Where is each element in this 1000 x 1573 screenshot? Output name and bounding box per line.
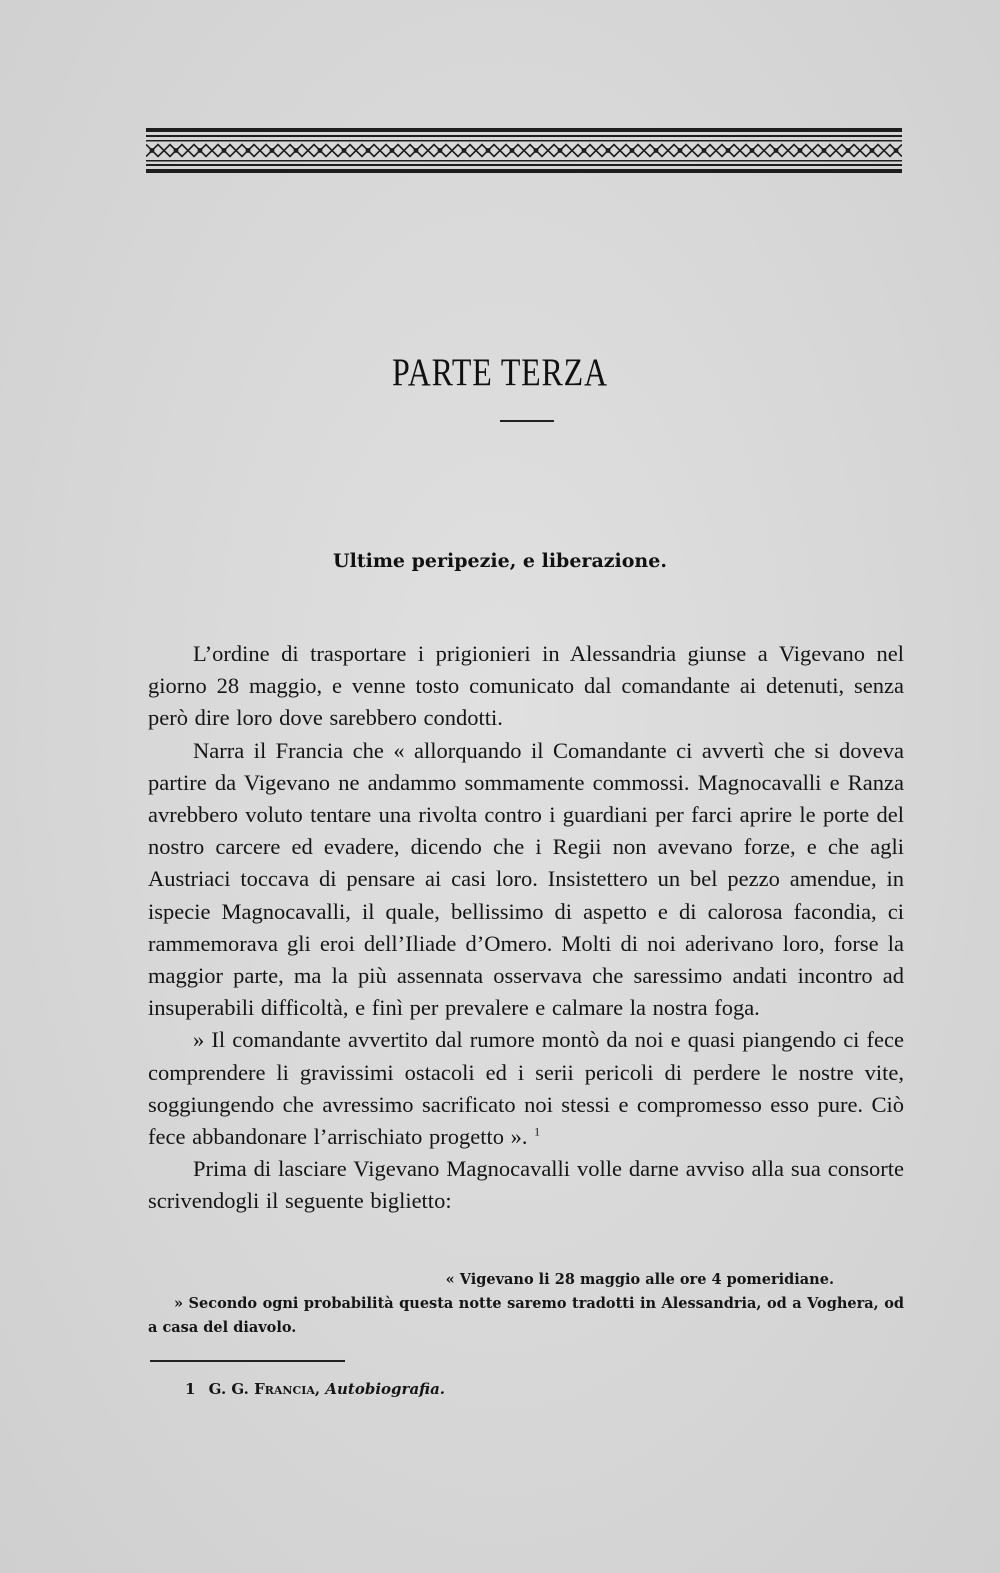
footnote-divider: [150, 1360, 345, 1362]
body-text: [148, 638, 904, 1218]
paragraph: L’ordine di trasportare i prigionieri in Alessandria giunse a Vigevano nel giorno 28 maggio, e venne tosto comunicato dal comandante ai detenuti, senza però dire loro dove sarebbero condotti.: [148, 641, 904, 731]
chapter-title: Ultime peripezie, e liberazione.: [333, 550, 667, 572]
paragraph: Narra il Francia che « allorquando il Comandante ci avvertì che si doveva partire da Vigevano ne andammo sommamente commossi. Magnocavalli e Ranza avrebbero voluto tentare una rivolta contro i guardiani per farci aprire le porte del nostro carcere ed evadere, dicendo che i Regii non avevano forze, e che agli Austriaci toccava di pensare ai casi loro. Insistettero un bel pezzo amendue, in ispecie Magnocavalli, il quale, bellissimo di aspetto e di calorosa facondia, ci rammemorava gli eroi dell’Iliade d’Omero. Molti di noi aderivano loro, forse la maggior parte, ma la più assennata osservava che saressimo andati incontro ad insuperabili difficoltà, e finì per prevalere e calmare la nostra foga.: [148, 737, 904, 1021]
footnote-author: G. G. Francia,: [208, 1380, 321, 1398]
footnote-work: Autobiografia.: [325, 1380, 446, 1398]
paragraph-text: » Il comandante avvertito dal rumore montò da noi e quasi piangendo ci fece comprendere li gravissimi ostacoli ed i serii pericoli di perdere le nostre vite, soggiungendo che avressimo sacrificato noi stessi e compromesso esso pure. Ciò fece abbandonare l’arrischiato progetto ».: [148, 1027, 904, 1150]
letter-text: » Secondo ogni probabilità questa notte saremo tradotti in Alessandria, od a Voghera, od a casa del diavolo.: [148, 1295, 904, 1336]
paragraph: Prima di lasciare Vigevano Magnocavalli volle darne avviso alla sua consorte scrivendogli il seguente biglietto:: [148, 1156, 904, 1214]
paragraph: [148, 1024, 904, 1153]
footnote: [185, 1380, 445, 1398]
footnote-marker: 1: [534, 1124, 541, 1139]
footnote-number: 1: [185, 1380, 196, 1398]
title-divider: [500, 420, 554, 422]
part-title: PARTE TERZA: [392, 351, 608, 394]
ornamental-header-band: [146, 128, 902, 174]
letter-quote: [148, 1268, 904, 1340]
letter-date-line: « Vigevano li 28 maggio alle ore 4 pomeridiane.: [445, 1271, 834, 1288]
